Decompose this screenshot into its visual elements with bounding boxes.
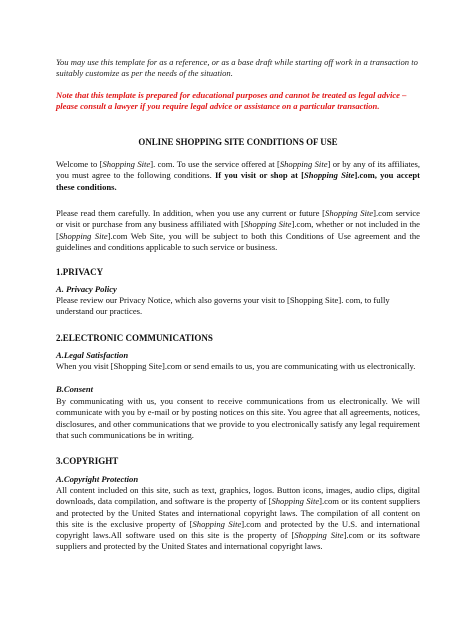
legal-warning: Note that this template is prepared for educational purposes and cannot be treated as legal advice – please consult a lawyer if you require legal advice or assistance on a particular transaction. bbox=[56, 90, 407, 112]
read-carefully-paragraph: Please read them carefully. In addition, when you use any current or future [Shopping Site].com service or visit or purchase from any business affiliated with [Shopping Site].com, whether or not included in the [Shopping Site].com Web Site, you will be subject to both this Conditions of Use agreement and the guidelines and conditions applicable to such service or business. bbox=[56, 208, 420, 252]
privacy-text: Please review our Privacy Notice, which also governs your visit to [Shopping Site]. com, to fully understand our practices. bbox=[56, 295, 390, 317]
electronic-communications-heading: 2.ELECTRONIC COMMUNICATIONS bbox=[56, 333, 213, 343]
acceptance-clause: If you visit or shop at [Shopping Site].com, you accept these conditions. bbox=[56, 170, 420, 192]
consent-text: By communicating with us, you consent to receive communications from us electronically. We will communicate with you by e-mail or by posting notices on this site. You agree that all agreements, notices, disclosures, and other communications that we provide to you electronically satisfy any legal requirement that such communications be in writing. bbox=[56, 396, 420, 440]
copyright-text: All content included on this site, such as text, graphics, logos. Button icons, images, audio clips, digital downloads, data compilation, and software is the property of [Shopping Site].com or its content suppliers and protected by the United States and international copyright laws. The compilation of all content on this site is the exclusive property of [Shopping Site].com and protected by the U.S. and international copyright laws.All software used on this site is the property of [Shopping Site].com or its software suppliers and protected by the United States and international copyright laws. bbox=[56, 485, 420, 552]
intro-note: You may use this template for as a reference, or as a base draft while starting off work in a transaction to suitably customize as per the needs of the situation. bbox=[56, 57, 418, 79]
welcome-paragraph: Welcome to [Shopping Site]. com. To use the service offered at [Shopping Site] or by any of its affiliates, you must agree to the following conditions. If you visit or shop at [Shopping Site].com, you accept these conditions. bbox=[56, 159, 421, 192]
document-title: ONLINE SHOPPING SITE CONDITIONS OF USE bbox=[138, 137, 338, 147]
privacy-policy-subheading: A. Privacy Policy bbox=[56, 284, 117, 294]
copyright-protection-subheading: A.Copyright Protection bbox=[56, 474, 139, 484]
legal-satisfaction-text: When you visit [Shopping Site].com or send emails to us, you are communicating with us electronically. bbox=[56, 361, 416, 371]
consent-subheading: B.Consent bbox=[56, 384, 94, 394]
legal-satisfaction-subheading: A.Legal Satisfaction bbox=[56, 350, 129, 360]
copyright-heading: 3.COPYRIGHT bbox=[56, 456, 119, 466]
privacy-heading: 1.PRIVACY bbox=[56, 267, 104, 277]
